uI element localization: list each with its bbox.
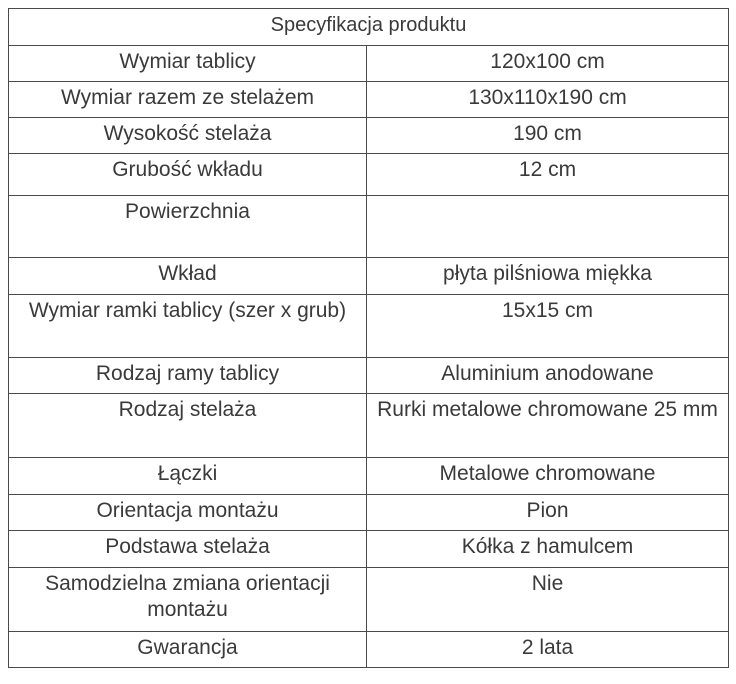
- row-label: Wysokość stelaża: [9, 118, 367, 154]
- row-value: Pion: [367, 495, 729, 531]
- row-value: [367, 196, 729, 258]
- row-value: Aluminium anodowane: [367, 358, 729, 394]
- table-row: [9, 568, 729, 632]
- row-label: Powierzchnia: [9, 196, 367, 258]
- table-row: [9, 495, 729, 531]
- row-label: Wkład: [9, 258, 367, 295]
- row-label: Samodzielna zmiana orientacji montażu: [9, 568, 367, 632]
- row-value: Kółka z hamulcem: [367, 531, 729, 568]
- row-value: 120x100 cm: [367, 46, 729, 82]
- table-row: [9, 118, 729, 154]
- row-label: Wymiar tablicy: [9, 46, 367, 82]
- table-row: [9, 632, 729, 668]
- row-label: Podstawa stelaża: [9, 531, 367, 568]
- table-row: [9, 258, 729, 295]
- row-label: Rodzaj stelaża: [9, 394, 367, 458]
- row-value: Metalowe chromowane: [367, 458, 729, 495]
- row-label: Gwarancja: [9, 632, 367, 668]
- row-value: 130x110x190 cm: [367, 82, 729, 118]
- table-row: [9, 295, 729, 358]
- row-value: 15x15 cm: [367, 295, 729, 358]
- table-title-row: [9, 9, 729, 46]
- table-row: [9, 531, 729, 568]
- table-row: [9, 196, 729, 258]
- spec-table: [8, 8, 729, 668]
- table-title: Specyfikacja produktu: [9, 9, 729, 46]
- row-value: Nie: [367, 568, 729, 632]
- table-row: [9, 358, 729, 394]
- row-value: 2 lata: [367, 632, 729, 668]
- table-row: [9, 394, 729, 458]
- row-label: Wymiar razem ze stelażem: [9, 82, 367, 118]
- row-label: Rodzaj ramy tablicy: [9, 358, 367, 394]
- row-value: płyta pilśniowa miękka: [367, 258, 729, 295]
- row-value: Rurki metalowe chromowane 25 mm: [367, 394, 729, 458]
- table-row: [9, 46, 729, 82]
- row-label: Orientacja montażu: [9, 495, 367, 531]
- table-row: [9, 82, 729, 118]
- table-row: [9, 154, 729, 196]
- row-label: Wymiar ramki tablicy (szer x grub): [9, 295, 367, 358]
- table-row: [9, 458, 729, 495]
- row-label: Łączki: [9, 458, 367, 495]
- row-value: 190 cm: [367, 118, 729, 154]
- row-value: 12 cm: [367, 154, 729, 196]
- row-label: Grubość wkładu: [9, 154, 367, 196]
